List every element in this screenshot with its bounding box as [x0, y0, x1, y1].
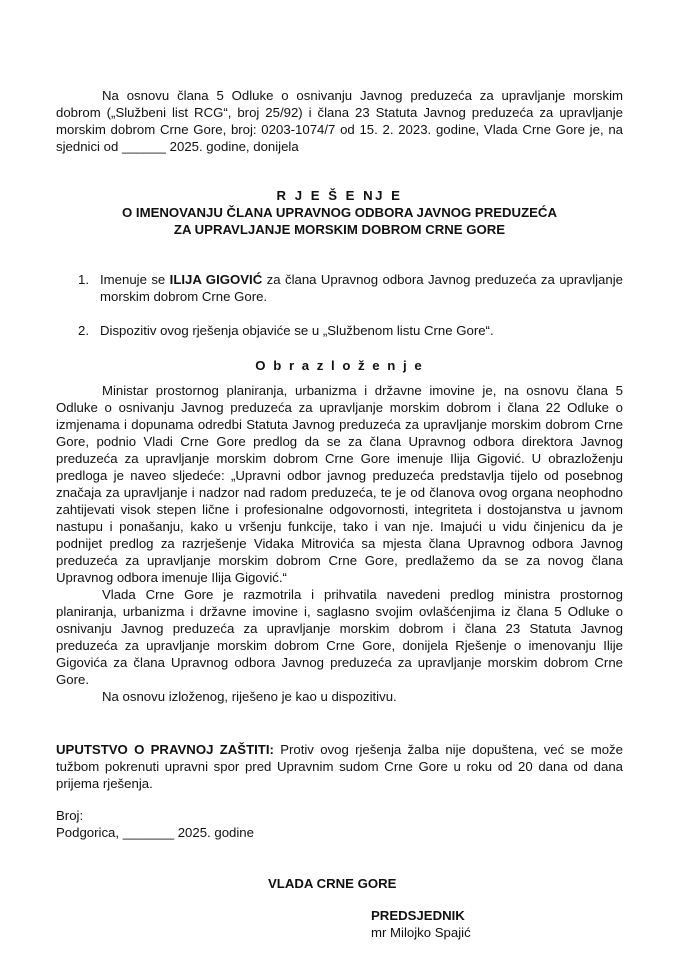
- dispositiv-list: [56, 271, 623, 339]
- legal-remedy: [56, 741, 623, 792]
- title-subtitle-line2: ZA UPRAVLJANJE MORSKIM DOBROM CRNE GORE: [173, 222, 506, 237]
- dispositiv-item-number: 1.: [78, 272, 89, 287]
- obrazlozenje-heading: O b r a z l o ž e n j e: [255, 358, 424, 373]
- dispositiv-item-1: [56, 271, 623, 305]
- obrazlozenje-body: [56, 382, 623, 705]
- legal-remedy-label: UPUTSTVO O PRAVNOJ ZAŠTITI:: [56, 742, 274, 757]
- legal-remedy-text: Protiv ovog rješenja žalba nije dopuštena, već se može tužbom pokrenuti upravni spor pred Upravnim sudom Crne Gore u roku od 20 dana od dana prijema rješenja.: [56, 742, 623, 791]
- signature-name: mr Milojko Spajić: [371, 925, 471, 940]
- dispositiv-item-number: 2.: [78, 323, 89, 338]
- dispositiv-item-2: [56, 322, 623, 339]
- dispositiv-item-text: Dispozitiv ovog rješenja objaviće se u „Službenom listu Crne Gore“.: [100, 323, 494, 338]
- obrazlozenje-paragraph-3: Na osnovu izloženog, riješeno je kao u dispozitivu.: [102, 689, 397, 704]
- dispositiv-text-prefix: Imenuje se: [100, 272, 170, 287]
- place-date: Podgorica, _______ 2025. godine: [56, 825, 254, 840]
- preamble: Na osnovu člana 5 Odluke o osnivanju Javnog preduzeća za upravljanje morskim dobrom („Službeni list RCG“, broj 25/92) i člana 23 Statuta Javnog preduzeća za upravljanje morskim dobrom Crne Gore, broj: 0203-1074/7 od 15. 2. 2023. godine, Vlada Crne Gore je, na sjednici od ______ 2025. godine, donijela: [56, 88, 623, 154]
- obrazlozenje-paragraph-1: Ministar prostornog planiranja, urbanizma i državne imovine je, na osnovu člana 5 Odluke o osnivanju Javnog preduzeća za upravljanje morskim dobrom i člana 22 Odluke o izmjenama i dopunama odredbi Statuta Javnog preduzeća za upravljanje morskim dobrom Crne Gore, podnio Vladi Crne Gore predlog da se za člana Upravnog odbora direktora Javnog preduzeća za upravljanje morskim dobrom Crne Gore imenuje Ilija Gigović. U obrazloženju predloga je naveo sljedeće: „Upravni odbor javnog preduzeća predstavlja tijelo od posebnog značaja za upravljanje i nadzor nad radom preduzeća, te je od članova ovog organa neophodno zahtijevati visok stepen lične i profesionalne odgovornosti, integriteta i dostojanstva u javnom nastupu i ponašanju, kako u vršenju funkcije, tako i van nje. Imajući u vidu činjenicu da je podnijet predlog za razrješenje Vidaka Mitrovića sa mjesta člana Upravnog odbora Javnog preduzeća za upravljanje morskim dobrom Crne Gore, predlažemo da se za novog člana Upravnog odbora imenuje Ilija Gigović.“: [56, 383, 623, 585]
- dispositiv-text-suffix: za člana Upravnog odbora Javnog preduzeća za upravljanje morskim dobrom Crne Gore.: [100, 272, 623, 304]
- signature-role: PREDSJEDNIK: [371, 908, 465, 923]
- appointee-name: ILIJA GIGOVIĆ: [169, 272, 263, 287]
- dispositiv-item-text: [100, 271, 623, 305]
- title-main: R J E Š E NJ E: [276, 188, 403, 203]
- title-subtitle-line1: O IMENOVANJU ČLANA UPRAVNOG ODBORA JAVNOG PREDUZEĆA: [122, 205, 557, 220]
- signature-institution: VLADA CRNE GORE: [268, 876, 397, 891]
- broj-label: Broj:: [56, 808, 84, 823]
- obrazlozenje-paragraph-2: Vlada Crne Gore je razmotrila i prihvatila navedeni predlog ministra prostornog planiranja, urbanizma i državne imovine i, saglasno svojim ovlašćenjima iz člana 5 Odluke o osnivanju Javnog preduzeća za upravljanje morskim dobrom i člana 23 Statuta Javnog preduzeća za upravljanje morskim dobrom Crne Gore, donijela Rješenje o imenovanju Ilije Gigovića za člana Upravnog odbora Javnog preduzeća za upravljanje morskim dobrom Crne Gore.: [56, 587, 623, 687]
- document-title: [56, 187, 623, 238]
